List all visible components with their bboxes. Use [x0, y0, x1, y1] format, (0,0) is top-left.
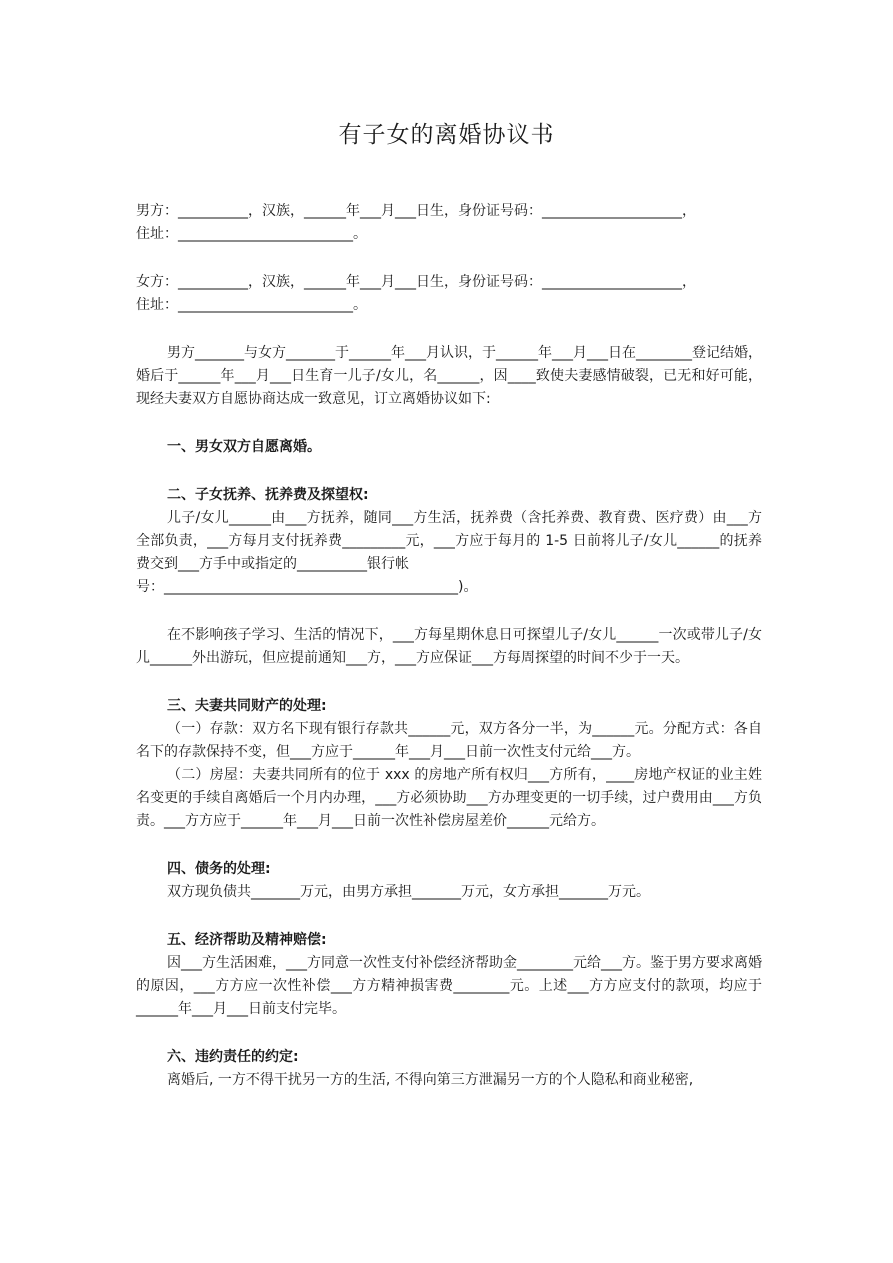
man-info-line: 男方：__________，汉族，______年___月___日生，身份证号码：____________________， — [136, 203, 696, 219]
section-4-paragraph: 双方现负债共_______万元，由男方承担_______万元，女方承担_______万元。 — [167, 884, 650, 900]
section-2-account-line: 号：__________________________________________)。 — [136, 579, 478, 595]
section-5-paragraph: 因___方生活困难，___方同意一次性支付补偿经济帮助金________元给___方。鉴于男方要求离婚的原因，___方方应一次性补偿___方方精神损害费________元。上述___方方应支付的款项，均应于______年___月___日前支付完毕。 — [136, 955, 762, 1017]
section-2-heading: 二、子女抚养、抚养费及探望权: — [167, 487, 369, 503]
section-2-paragraph-1: 儿子/女儿______由___方抚养，随同___方生活，抚养费（含托养费、教育费、医疗费）由___方全部负责，___方每月支付抚养费_________元，___方应于每月的 1-5 日前将儿子/女儿______的抚养费交到___方手中或指定的__________银行帐 — [136, 510, 762, 572]
section-1-heading: 一、男女双方自愿离婚。 — [167, 439, 321, 455]
section-3-heading: 三、夫妻共同财产的处理: — [167, 698, 327, 714]
woman-address-line: 住址：_________________________。 — [136, 297, 367, 313]
section-2-paragraph-2: 在不影响孩子学习、生活的情况下，___方每星期休息日可探望儿子/女儿______一次或带儿子/女儿______外出游玩，但应提前通知___方，___方应保证___方每周探望的时间不少于一天。 — [136, 627, 762, 666]
document-body — [136, 200, 762, 1092]
man-address-line: 住址：_________________________。 — [136, 226, 367, 242]
document-title: 有子女的离婚协议书 — [338, 122, 555, 148]
section-6-heading: 六、违约责任的约定: — [167, 1049, 299, 1065]
section-6-paragraph: 离婚后, 一方不得干扰另一方的生活, 不得向第三方泄漏另一方的个人隐私和商业秘密, — [167, 1072, 694, 1088]
section-4-heading: 四、债务的处理: — [167, 861, 271, 877]
section-3-house: （二）房屋：夫妻共同所有的位于 xxx 的房地产所有权归___方所有，____房地产权证的业主姓名变更的手续自离婚后一个月内办理，___方必须协助___方办理变更的一切手续，过户费用由___方负责。___方方应于______年___月___日前一次性补偿房屋差价______元给方。 — [136, 767, 762, 829]
section-3-deposit: （一）存款：双方名下现有银行存款共______元，双方各分一半，为______元。分配方式：各自名下的存款保持不变，但___方应于______年___月___日前一次性支付元给___方。 — [136, 721, 762, 760]
intro-paragraph: 男方_______与女方_______于______年___月认识，于______年___月___日在________登记结婚，婚后于______年___月___日生育一儿子/女儿，名______，因____致使夫妻感情破裂，已无和好可能，现经夫妻双方自愿协商达成一致意见，订立离婚协议如下: — [136, 345, 762, 407]
section-5-heading: 五、经济帮助及精神赔偿: — [167, 932, 327, 948]
woman-info-line: 女方：__________，汉族，______年___月___日生，身份证号码：____________________， — [136, 274, 696, 290]
